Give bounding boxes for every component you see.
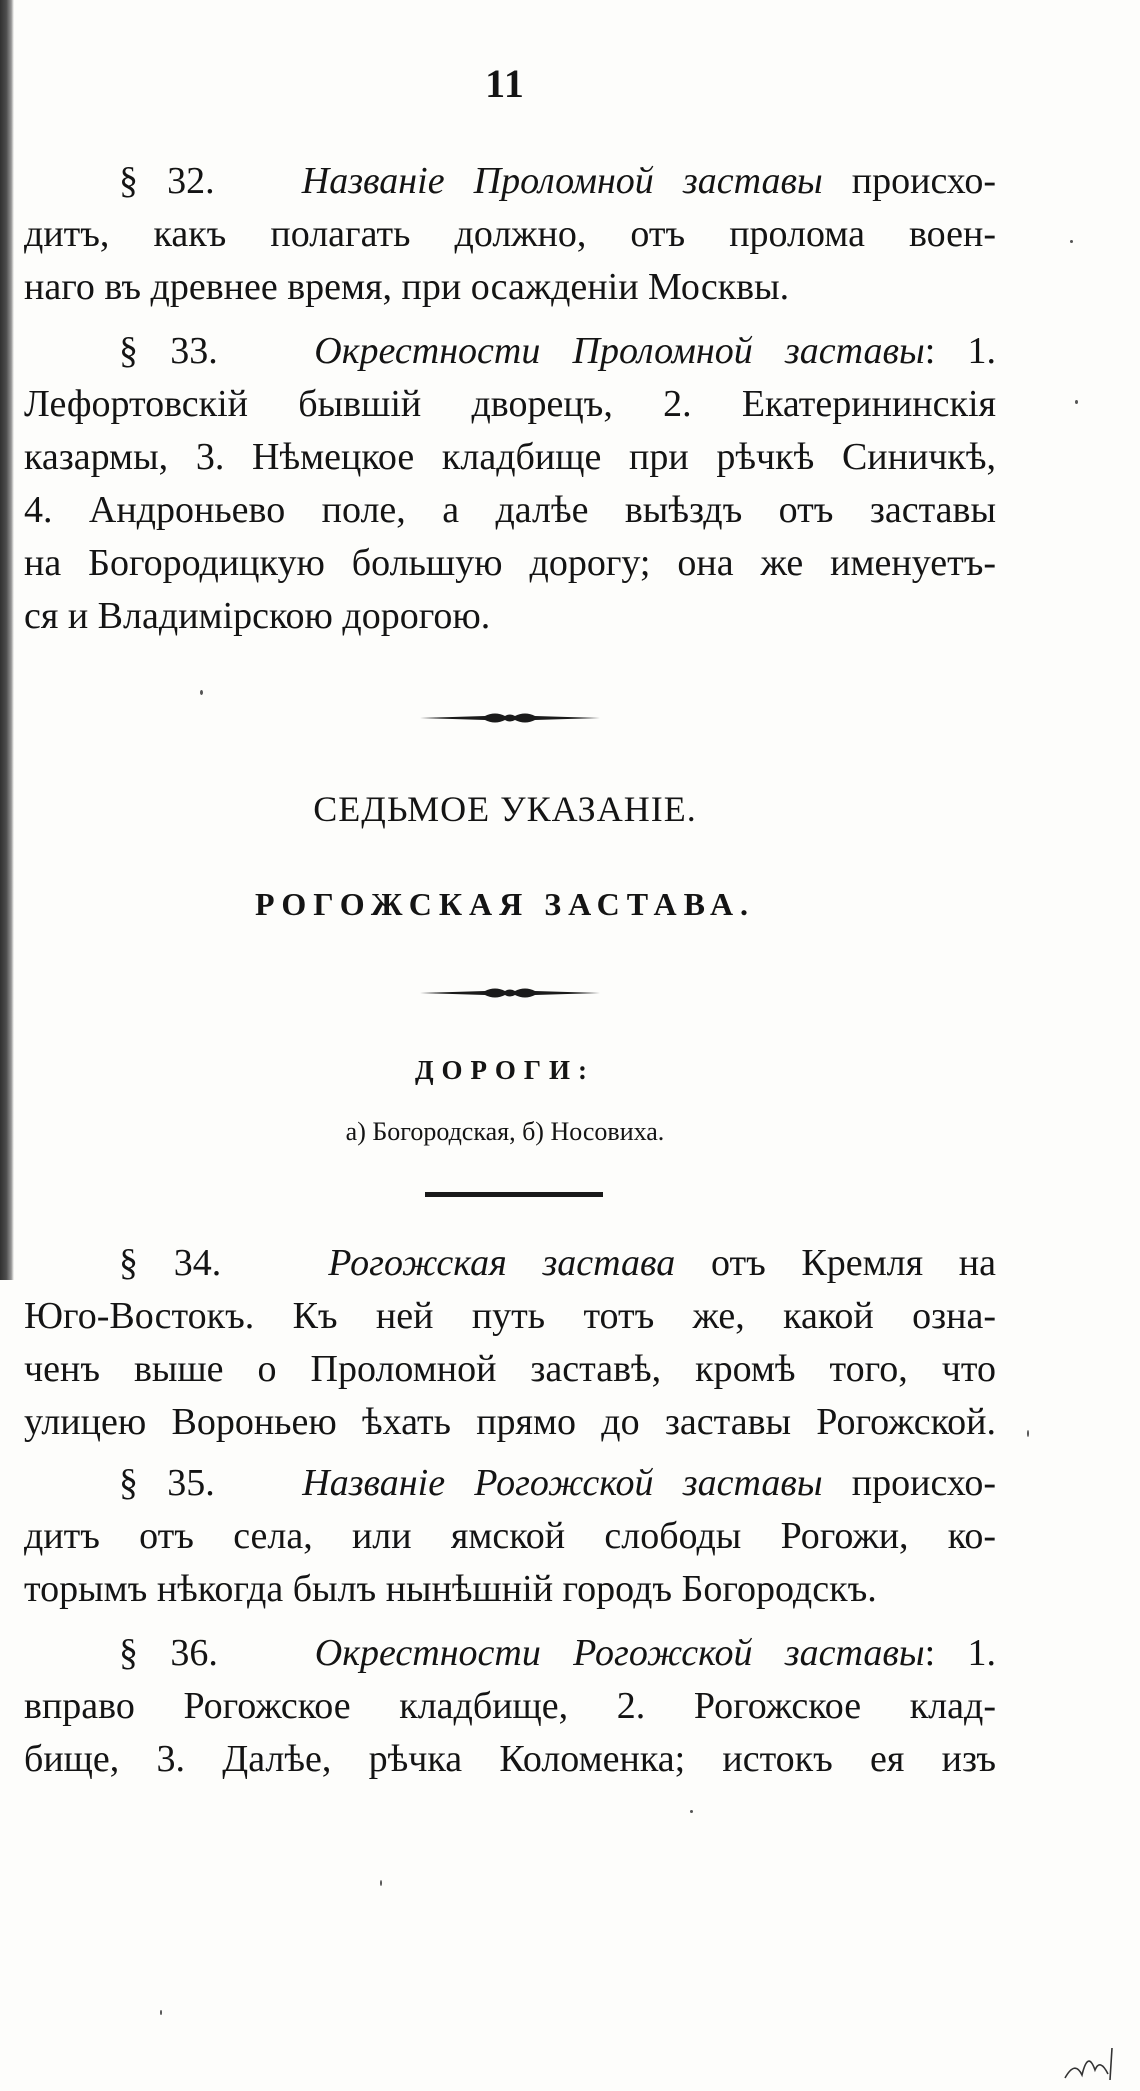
section-34-line-1: [24, 1237, 996, 1290]
roads-list: а) Богородская, б) Носовиха.: [345, 1117, 665, 1146]
section-text: происхо-: [822, 160, 996, 202]
paper-speck: [200, 690, 203, 695]
section-35-line-1: [24, 1457, 996, 1510]
section-text: : 1.: [924, 1632, 996, 1674]
section-number: § 33.: [119, 330, 218, 372]
section-text: отъ Кремля на: [675, 1242, 996, 1284]
section-32-line-2: дитъ, какъ полагать должно, отъ пролома воен-: [24, 213, 996, 255]
paper-speck: [1027, 1430, 1029, 1437]
section-text: : 1.: [924, 330, 996, 372]
section-title: Названіе Проломной заставы: [301, 160, 823, 202]
section-34-line-4: улицею Вороньею ѣхать прямо до заставы Рогожской.: [24, 1401, 996, 1443]
section-number: § 36.: [119, 1632, 218, 1674]
section-33-line-2: Лефортовскій бывшій дворецъ, 2. Екатерининскія: [24, 383, 996, 425]
gate-heading: РОГОЖСКАЯ ЗАСТАВА.: [254, 886, 756, 922]
section-36: [24, 1627, 996, 1786]
section-number: § 32.: [119, 160, 215, 202]
section-34: [24, 1237, 996, 1449]
horizontal-rule: [425, 1192, 603, 1197]
section-number: § 34.: [119, 1242, 222, 1284]
paper-speck: [380, 1880, 382, 1886]
section-title: Рогожская застава: [328, 1242, 676, 1284]
section-35: [24, 1457, 996, 1616]
roads-heading: ДОРОГИ:: [414, 1055, 596, 1085]
section-33-line-4: 4. Андроньево поле, а далѣе выѣздъ отъ заставы: [24, 489, 996, 531]
page-number: 11: [485, 61, 525, 106]
section-33-line-3: казармы, 3. Нѣмецкое кладбище при рѣчкѣ Синичкѣ,: [24, 436, 996, 478]
paper-speck: [1070, 240, 1073, 243]
section-34-line-2: Юго-Востокъ. Къ ней путь тотъ же, какой озна-: [24, 1295, 996, 1337]
section-36-line-2: вправо Рогожское кладбище, 2. Рогожское клад-: [24, 1685, 996, 1727]
paper-speck: [690, 1810, 693, 1813]
section-32-line-1: [24, 155, 996, 208]
section-33: [24, 325, 996, 643]
paper-speck: [160, 2010, 162, 2015]
section-32-line-3: наго въ древнее время, при осажденіи Москвы.: [24, 266, 790, 308]
paper-speck: [1075, 400, 1078, 404]
section-36-line-3: бище, 3. Далѣе, рѣчка Коломенка; истокъ ея изъ: [24, 1738, 996, 1780]
section-text: происхо-: [822, 1462, 996, 1504]
ornament-divider: [420, 986, 600, 1000]
section-34-line-3: ченъ выше о Проломной заставѣ, кромѣ того, что: [24, 1348, 996, 1390]
page-binding-edge: [0, 0, 14, 1280]
section-33-line-1: [24, 325, 996, 378]
pencil-marginalia: [1060, 2040, 1130, 2085]
section-number: § 35.: [119, 1462, 215, 1504]
section-33-line-6: ся и Владимірскою дорогою.: [24, 595, 491, 637]
ornament-divider: [420, 711, 600, 725]
section-title: Окрестности Проломной заставы: [314, 330, 925, 372]
section-35-line-3: торымъ нѣкогда былъ нынѣшній городъ Богородскъ.: [24, 1568, 877, 1610]
section-title: Названіе Рогожской заставы: [302, 1462, 823, 1504]
section-32: [24, 155, 996, 314]
section-35-line-2: дитъ отъ села, или ямской слободы Рогожи, ко-: [24, 1515, 996, 1557]
chapter-heading: СЕДЬМОЕ УКАЗАНІЕ.: [313, 789, 697, 829]
section-36-line-1: [24, 1627, 996, 1680]
section-33-line-5: на Богородицкую большую дорогу; она же именуетъ-: [24, 542, 996, 584]
section-title: Окрестности Рогожской заставы: [314, 1632, 925, 1674]
